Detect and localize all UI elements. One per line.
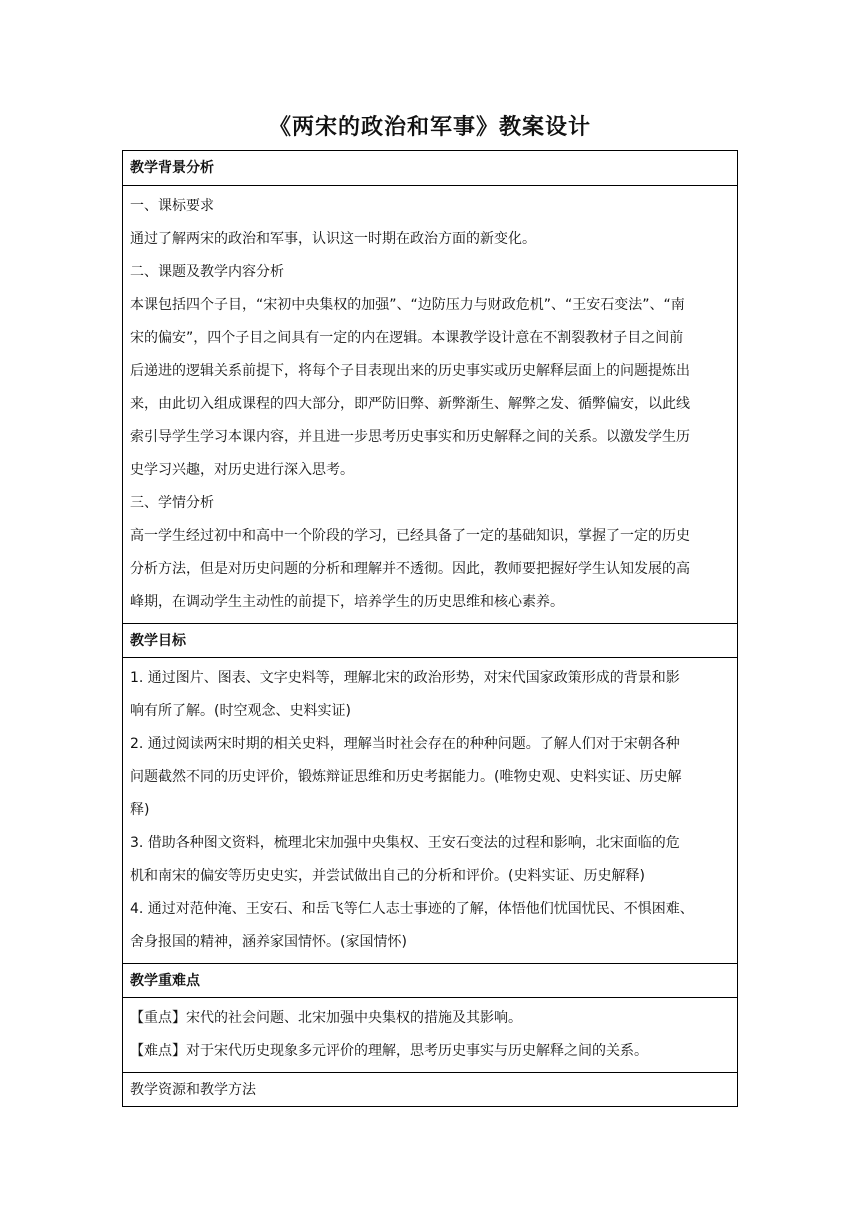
subheading-content-analysis: 二、课题及教学内容分析 xyxy=(130,264,284,280)
content-analysis-line: 本课包括四个子目，“宋初中央集权的加强”、“边防压力与财政危机”、“王安石变法”、“南 xyxy=(130,297,685,313)
objective-4-line: 舍身报国的精神，涵养家国情怀。(家国情怀) xyxy=(130,934,407,950)
objective-2-line: 释) xyxy=(130,802,150,818)
objective-4-line: 4. 通过对范仲淹、王安石、和岳飞等仁人志士事迹的了解，体悟他们忧国忧民、不惧困难、 xyxy=(130,901,694,917)
objective-1-line: 1. 通过图片、图表、文字史料等，理解北宋的政治形势，对宋代国家政策形成的背景和影 xyxy=(130,670,680,686)
content-analysis-line: 来，由此切入组成课程的四大部分，即严防旧弊、新弊渐生、解弊之发、循弊偏安，以此线 xyxy=(130,396,690,412)
objective-2-line: 问题截然不同的历史评价，锻炼辩证思维和历史考据能力。(唯物史观、史料实证、历史解 xyxy=(130,769,682,785)
document-title: 《两宋的政治和军事》教案设计 xyxy=(268,115,591,140)
student-analysis-line: 峰期，在调动学生主动性的前提下，培养学生的历史思维和核心素养。 xyxy=(130,594,564,610)
objective-2-line: 2. 通过阅读两宋时期的相关史料，理解当时社会存在的种种问题。了解人们对于宋朝各种 xyxy=(130,736,680,752)
student-analysis-line: 分析方法，但是对历史问题的分析和理解并不透彻。因此，教师要把握好学生认知发展的高 xyxy=(130,561,690,577)
objective-3-line: 机和南宋的偏安等历史史实，并尝试做出自己的分析和评价。(史料实证、历史解释) xyxy=(130,868,645,884)
section-body-keypoints xyxy=(123,997,737,1072)
section-heading-background: 教学背景分析 xyxy=(130,160,214,176)
lesson-plan-table xyxy=(122,150,738,1107)
content-analysis-line: 宋的偏安”，四个子目之间具有一定的内在逻辑。本课教学设计意在不割裂教材子目之间前 xyxy=(130,330,684,346)
section-heading-resources: 教学资源和教学方法 xyxy=(123,1072,737,1106)
section-heading-keypoints: 教学重难点 xyxy=(123,963,737,997)
student-analysis-line: 高一学生经过初中和高中一个阶段的学习，已经具备了一定的基础知识，掌握了一定的历史 xyxy=(130,528,690,544)
section-heading-objectives: 教学目标 xyxy=(123,623,737,657)
content-analysis-line: 后递进的逻辑关系前提下，将每个子目表现出来的历史事实或历史解释层面上的问题提炼出 xyxy=(130,363,690,379)
section-body-background xyxy=(123,185,737,623)
subheading-curriculum: 一、课标要求 xyxy=(130,198,214,214)
subheading-student-analysis: 三、学情分析 xyxy=(130,495,214,511)
curriculum-text: 通过了解两宋的政治和军事，认识这一时期在政治方面的新变化。 xyxy=(130,231,536,247)
objective-1-line: 响有所了解。(时空观念、史料实证) xyxy=(130,703,351,719)
objective-3-line: 3. 借助各种图文资料，梳理北宋加强中央集权、王安石变法的过程和影响，北宋面临的危 xyxy=(130,835,680,851)
content-analysis-line: 史学习兴趣，对历史进行深入思考。 xyxy=(130,462,354,478)
content-analysis-line: 索引导学生学习本课内容，并且进一步思考历史事实和历史解释之间的关系。以激发学生历 xyxy=(130,429,690,445)
section-body-objectives xyxy=(123,657,737,963)
key-point: 【重点】宋代的社会问题、北宋加强中央集权的措施及其影响。 xyxy=(130,1010,522,1026)
difficult-point: 【难点】对于宋代历史现象多元评价的理解，思考历史事实与历史解释之间的关系。 xyxy=(130,1043,648,1059)
